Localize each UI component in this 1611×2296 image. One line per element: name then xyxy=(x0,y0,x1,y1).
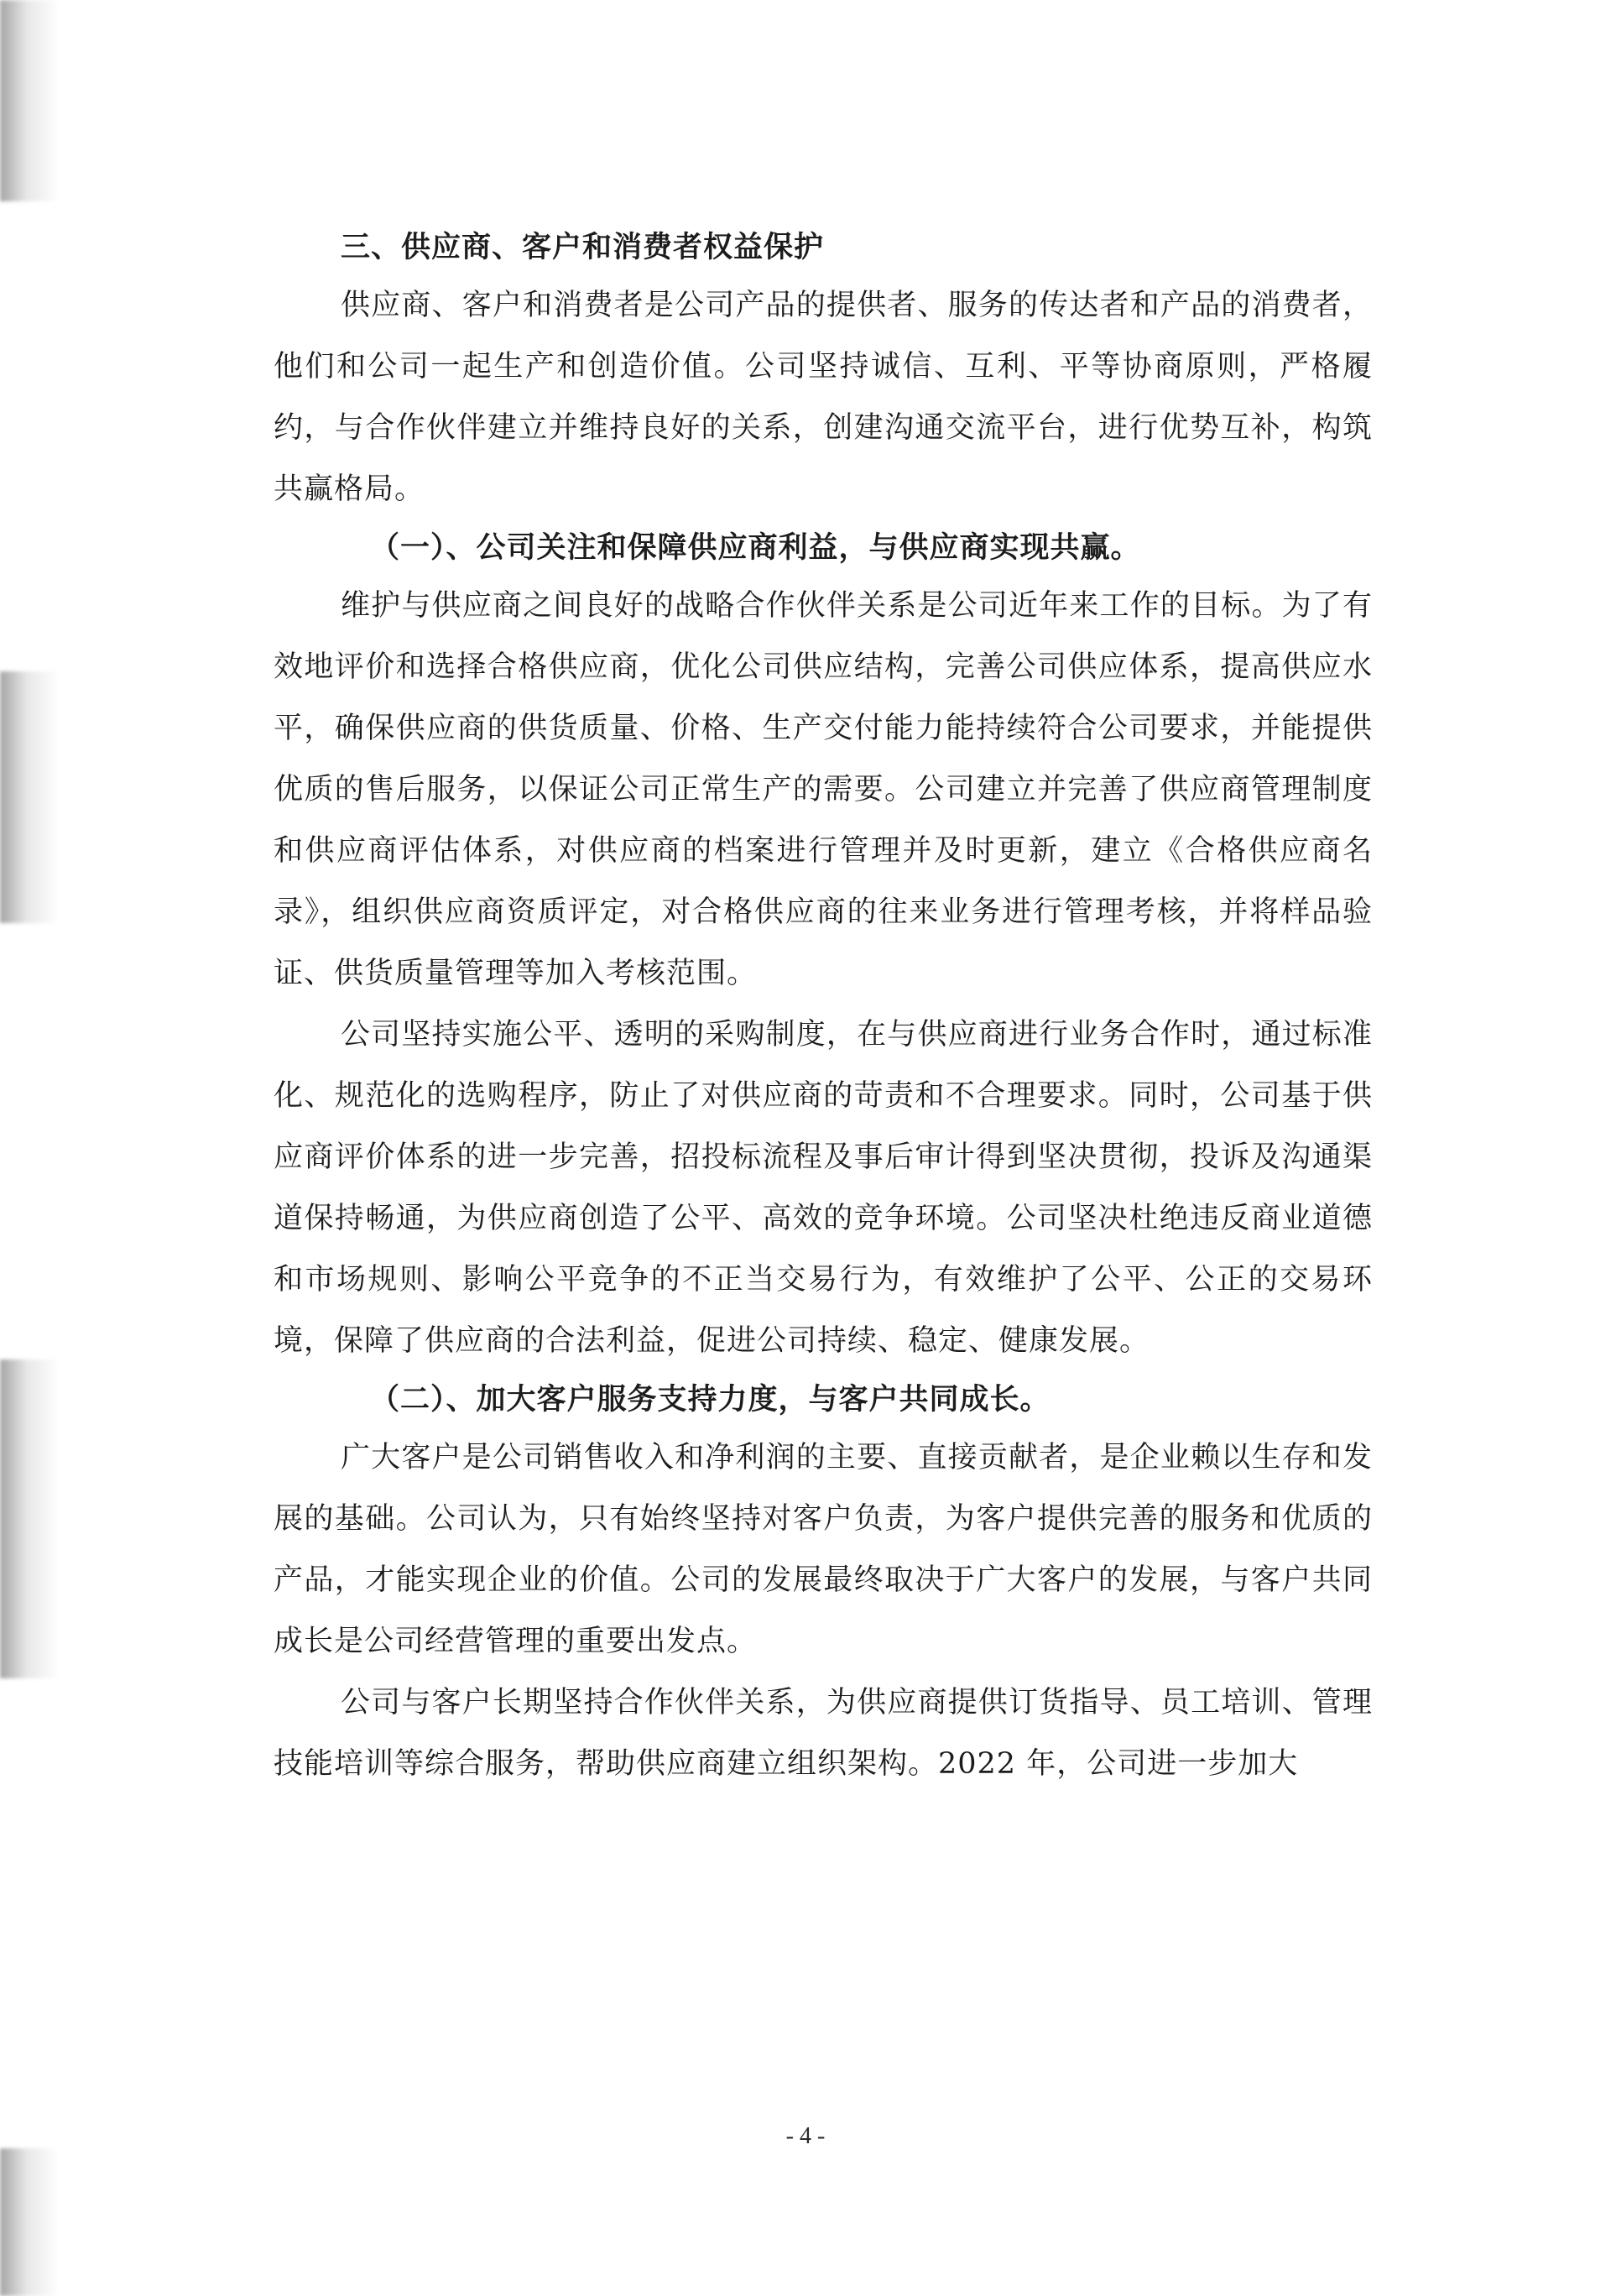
scan-shadow xyxy=(0,1359,59,1678)
subsection-2-title: （二）、加大客户服务支持力度，与客户共同成长。 xyxy=(370,1382,1051,1417)
section-title: 三、供应商、客户和消费者权益保护 xyxy=(341,230,825,264)
scan-shadow xyxy=(0,671,59,923)
intro-paragraph: 供应商、客户和消费者是公司产品的提供者、服务的传达者和产品的消费者，他们和公司一起生产和创造价值。公司坚持诚信、互利、平等协商原则，严格履约，与合作伙伴建立并维持良好的关系，创建沟通交流平台，进行优势互补，构筑共赢格局。 xyxy=(274,289,1373,506)
document-body xyxy=(274,220,1373,1795)
scan-shadow xyxy=(0,0,59,201)
subsection-1-paragraph-1: 维护与供应商之间良好的战略合作伙伴关系是公司近年来工作的目标。为了有效地评价和选择合格供应商，优化公司供应结构，完善公司供应体系，提高供应水平，确保供应商的供货质量、价格、生产交付能力能持续符合公司要求，并能提供优质的售后服务，以保证公司正常生产的需要。公司建立并完善了供应商管理制度和供应商评估体系，对供应商的档案进行管理并及时更新，建立《合格供应商名录》，组织供应商资质评定，对合格供应商的往来业务进行管理考核，并将样品验证、供货质量管理等加入考核范围。 xyxy=(274,589,1373,990)
scan-shadow xyxy=(0,2148,59,2296)
page-number: - 4 - xyxy=(785,2123,826,2149)
subsection-2-paragraph-1: 广大客户是公司销售收入和净利润的主要、直接贡献者，是企业赖以生存和发展的基础。公司认为，只有始终坚持对客户负责，为客户提供完善的服务和优质的产品，才能实现企业的价值。公司的发展最终取决于广大客户的发展，与客户共同成长是公司经营管理的重要出发点。 xyxy=(274,1441,1373,1658)
subsection-1-paragraph-2: 公司坚持实施公平、透明的采购制度，在与供应商进行业务合作时，通过标准化、规范化的选购程序，防止了对供应商的苛责和不合理要求。同时，公司基于供应商评价体系的进一步完善，招投标流程及事后审计得到坚决贯彻，投诉及沟通渠道保持畅通，为供应商创造了公平、高效的竞争环境。公司坚决杜绝违反商业道德和市场规则、影响公平竞争的不正当交易行为，有效维护了公平、公正的交易环境，保障了供应商的合法利益，促进公司持续、稳定、健康发展。 xyxy=(274,1018,1373,1358)
subsection-1-title: （一）、公司关注和保障供应商利益，与供应商实现共赢。 xyxy=(370,530,1141,565)
subsection-2-paragraph-2: 公司与客户长期坚持合作伙伴关系，为供应商提供订货指导、员工培训、管理技能培训等综合服务，帮助供应商建立组织架构。2022 年，公司进一步加大 xyxy=(274,1686,1373,1781)
